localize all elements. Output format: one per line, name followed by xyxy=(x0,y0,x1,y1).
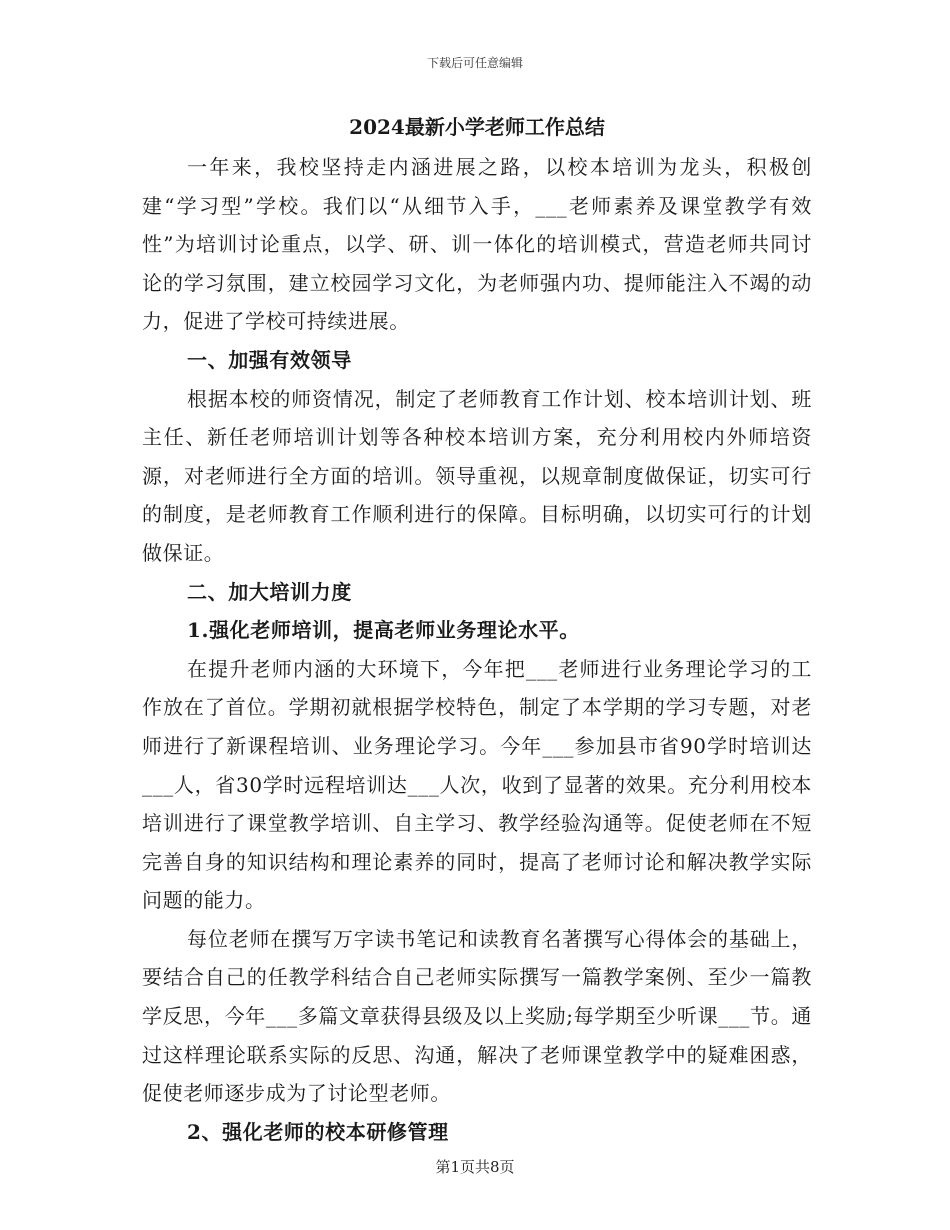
section-1-heading: 一、加强有效领导 xyxy=(187,347,352,372)
subsection-2-heading: 2、强化老师的校本研修管理 xyxy=(187,1119,449,1144)
section-1-paragraph: 根据本校的师资情况，制定了老师教育工作计划、校本培训计划、班主任、新任老师培训计划等各种校本培训方案，充分利用校内外师培资源，对老师进行全方面的培训。领导重视，以规章制度做保证，切实可行的制度，是老师教育工作顺利进行的保障。目标明确，以切实可行的计划做保证。 xyxy=(142,386,812,565)
subsection-1-heading: 1.强化老师培训，提高老师业务理论水平。 xyxy=(187,618,580,643)
header-note: 下载后可任意编辑 xyxy=(426,56,523,70)
subsection-1-paragraph-2: 每位老师在撰写万字读书笔记和读教育名著撰写心得体会的基础上，要结合自己的任教学科结合自己老师实际撰写一篇教学案例、至少一篇教学反思，今年___多篇文章获得县级及以上奖励;每学期至少听课___节。通过这样理论联系实际的反思、沟通，解决了老师课堂教学中的疑难困惑，促使老师逐步成为了讨论型老师。 xyxy=(142,926,812,1106)
page-footer: 第1页共8页 xyxy=(435,1158,515,1176)
document-body xyxy=(142,110,812,1151)
intro-paragraph: 一年来，我校坚持走内涵进展之路，以校本培训为龙头，积极创建“学习型”学校。我们以“从细节入手，___老师素养及课堂教学有效性”为培训讨论重点，以学、研、训一体化的培训模式，营造老师共同讨论的学习氛围，建立校园学习文化，为老师强内功、提师能注入不竭的动力，促进了学校可持续进展。 xyxy=(142,155,812,334)
subsection-1-paragraph-1: 在提升老师内涵的大环境下，今年把___老师进行业务理论学习的工作放在了首位。学期初就根据学校特色，制定了本学期的学习专题，对老师进行了新课程培训、业务理论学习。今年___参加县市省90学时培训达___人，省30学时远程培训达___人次，收到了显著的效果。充分利用校本培训进行了课堂教学培训、自主学习、教学经验沟通等。促使老师在不短完善自身的知识结构和理论素养的同时，提高了老师讨论和解决教学实际问题的能力。 xyxy=(142,656,812,913)
document-title: 2024最新小学老师工作总结 xyxy=(349,115,605,139)
section-2-heading: 二、加大培训力度 xyxy=(187,579,352,604)
